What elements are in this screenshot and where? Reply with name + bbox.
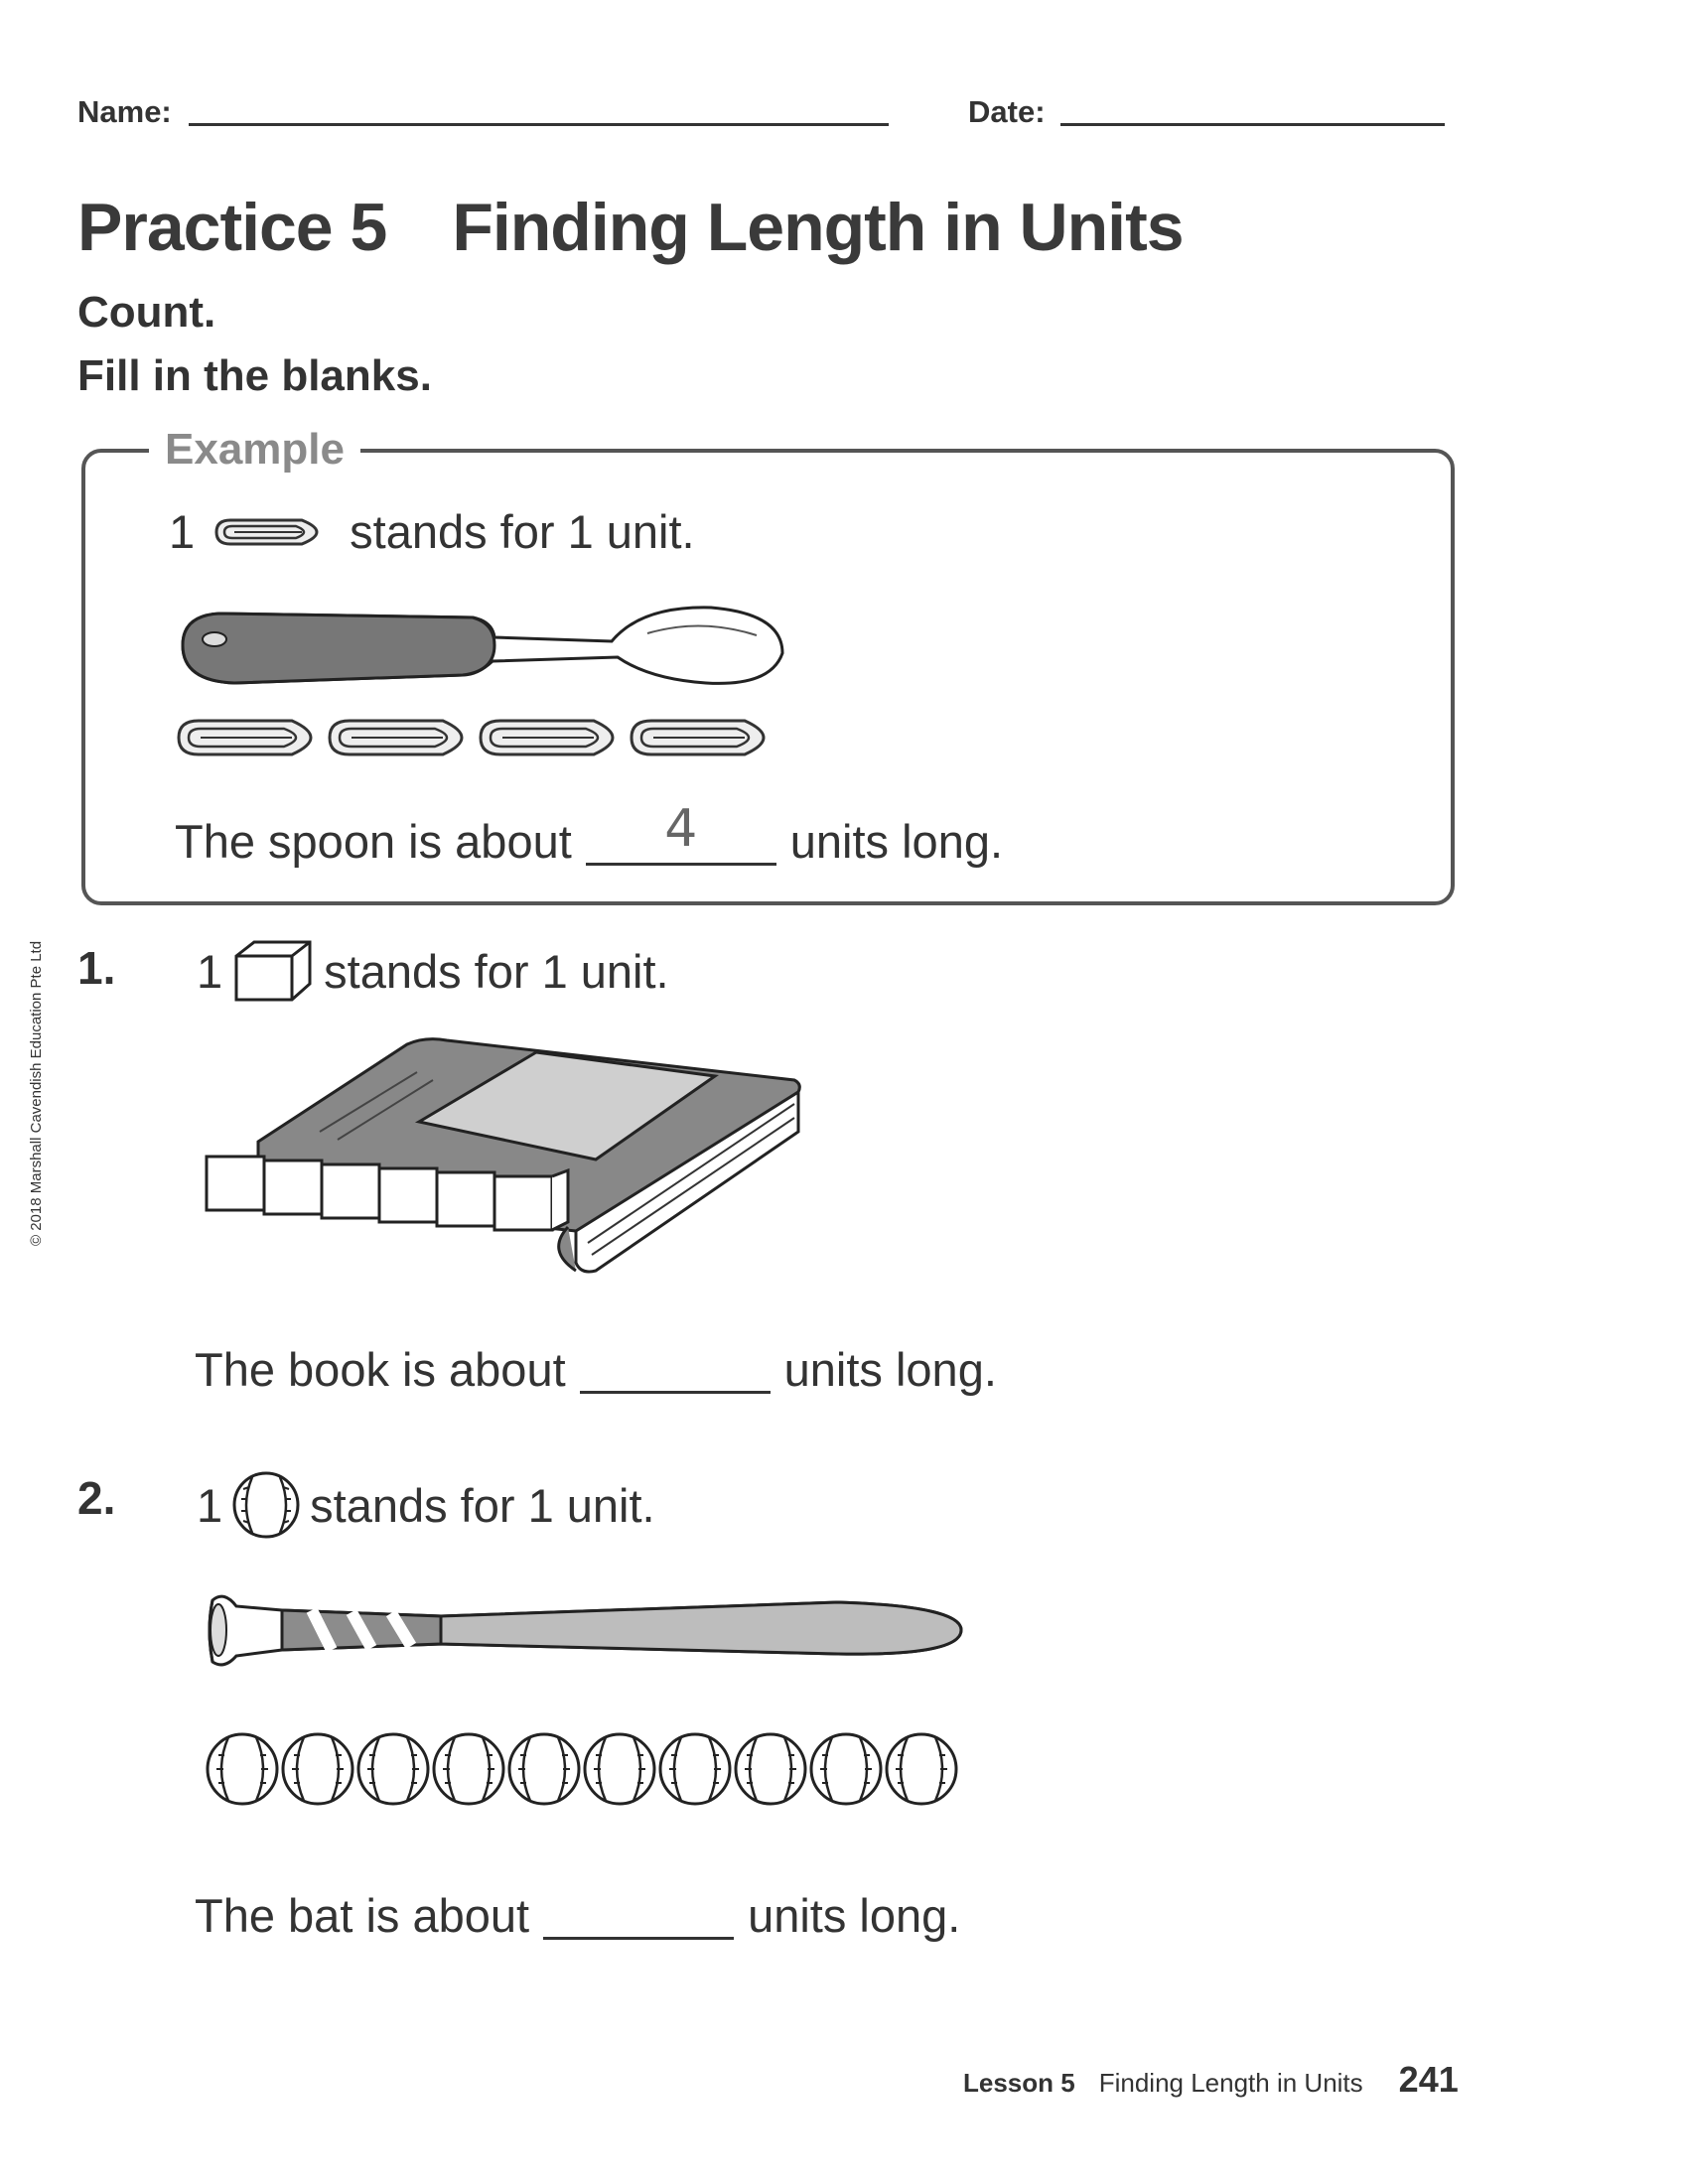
- baseball-bat-icon: [203, 1580, 967, 1680]
- date-field[interactable]: [1060, 123, 1445, 126]
- spoon-icon: [175, 596, 790, 695]
- question-1-sentence: [195, 1342, 997, 1397]
- question-2-sentence-end: units long.: [748, 1889, 961, 1942]
- example-unit-text: stands for 1 unit.: [350, 505, 695, 558]
- baseball-icon: [887, 1734, 956, 1804]
- date-label: Date:: [968, 94, 1046, 129]
- example-answer: 4: [664, 799, 698, 859]
- instruction-fill: Fill in the blanks.: [77, 351, 432, 400]
- cube-icon: [232, 938, 314, 1004]
- paper-clip-icon: [330, 721, 462, 754]
- baseball-icon: [509, 1734, 579, 1804]
- example-sentence: [175, 799, 1004, 869]
- question-number: 1.: [77, 942, 116, 994]
- paper-clip-icon: [481, 721, 613, 754]
- cube-icon: [379, 1168, 437, 1222]
- question-2-unit-text: stands for 1 unit.: [310, 1478, 655, 1532]
- practice-topic: Finding Length in Units: [452, 190, 1184, 265]
- page-number: 241: [1398, 2059, 1459, 2100]
- paper-clip-icon: [632, 721, 764, 754]
- question-1-sentence-end: units long.: [783, 1343, 997, 1396]
- example-unit-line: [169, 504, 695, 559]
- question-1-unit-text: stands for 1 unit.: [324, 944, 669, 998]
- baseball-icon: [283, 1734, 352, 1804]
- baseball-icon: [208, 1734, 277, 1804]
- name-field[interactable]: [189, 123, 889, 126]
- cube-unit-row: [203, 1149, 600, 1268]
- example-label: Example: [149, 425, 360, 475]
- baseball-icon: [660, 1734, 730, 1804]
- footer-topic: Finding Length in Units: [1098, 2068, 1363, 2098]
- cube-icon: [494, 1170, 568, 1230]
- question-1-answer-blank[interactable]: [580, 1345, 771, 1394]
- question-2-unit-count: 1: [197, 1478, 223, 1532]
- baseball-icon: [736, 1734, 805, 1804]
- question-2-unit-line: [197, 1469, 655, 1541]
- name-label: Name:: [77, 94, 172, 129]
- question-1-sentence-start: The book is about: [195, 1343, 566, 1396]
- copyright-notice: © 2018 Marshall Cavendish Education Pte Ltd: [28, 940, 45, 1246]
- instruction-count: Count.: [77, 288, 216, 337]
- question-2-sentence-start: The bat is about: [195, 1889, 530, 1942]
- example-sentence-end: units long.: [789, 815, 1004, 868]
- example-unit-count: 1: [169, 505, 196, 558]
- baseball-unit-row: [205, 1729, 969, 1809]
- paper-clip-icon: [207, 515, 338, 549]
- cube-icon: [322, 1164, 379, 1218]
- baseball-icon: [585, 1734, 654, 1804]
- cube-icon: [207, 1157, 264, 1210]
- baseball-icon: [230, 1469, 302, 1541]
- practice-number: Practice 5: [77, 190, 387, 265]
- example-unit-row: [175, 713, 790, 762]
- paper-clip-icon: [179, 721, 311, 754]
- question-2-sentence: [195, 1888, 960, 1943]
- baseball-icon: [811, 1734, 881, 1804]
- page-footer: [963, 2059, 1459, 2101]
- question-1-unit-count: 1: [197, 944, 223, 998]
- example-sentence-start: The spoon is about: [175, 815, 572, 868]
- example-answer-blank[interactable]: [586, 799, 776, 866]
- question-1-unit-line: [197, 938, 669, 1004]
- page-title: [77, 189, 1184, 266]
- cube-icon: [437, 1172, 494, 1226]
- question-2-answer-blank[interactable]: [543, 1891, 734, 1940]
- baseball-icon: [358, 1734, 428, 1804]
- baseball-icon: [434, 1734, 503, 1804]
- question-number: 2.: [77, 1472, 116, 1524]
- cube-icon: [264, 1160, 322, 1214]
- footer-lesson: Lesson 5: [963, 2068, 1075, 2098]
